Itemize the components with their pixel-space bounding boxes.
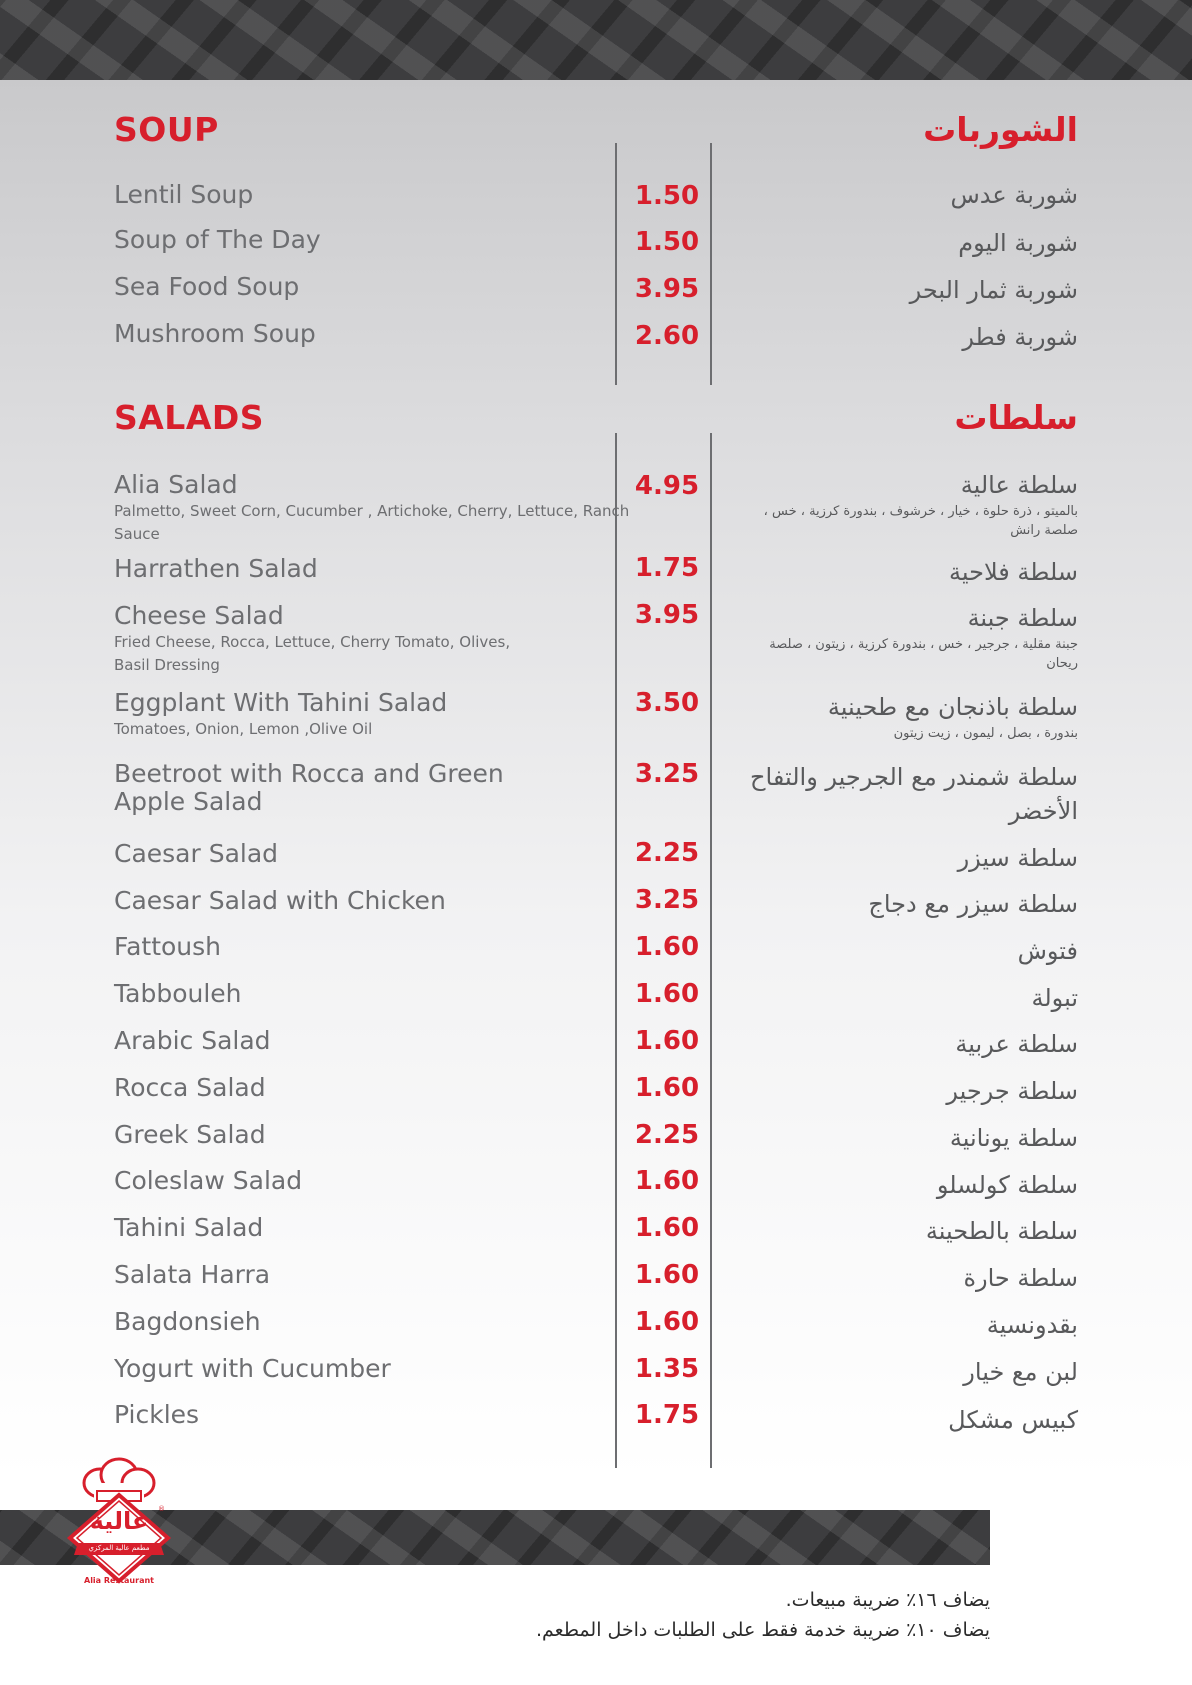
menu-item-ar bbox=[678, 841, 1078, 875]
menu-item-ar bbox=[678, 1074, 1078, 1108]
item-name-ar: لبن مع خيار bbox=[963, 1358, 1078, 1386]
menu-item-en bbox=[114, 602, 634, 677]
item-description-ar: بندورة ، بصل ، ليمون ، زيت زيتون bbox=[893, 726, 1078, 741]
salads-heading-en: SALADS bbox=[114, 398, 265, 437]
item-price: 1.60 bbox=[634, 979, 700, 1009]
menu-item-en bbox=[114, 320, 634, 348]
item-name-ar: سلطة باذنجان مع طحينية bbox=[827, 693, 1078, 721]
menu-item-en bbox=[114, 1401, 634, 1429]
item-price: 3.95 bbox=[634, 274, 700, 304]
service-tax-note: يضاف ١٠٪ ضريبة خدمة فقط على الطلبات داخل المطعم. bbox=[535, 1619, 990, 1641]
brand-logo bbox=[64, 1455, 174, 1605]
menu-item-en bbox=[114, 1261, 634, 1289]
item-price: 1.60 bbox=[634, 1307, 700, 1337]
item-name-ar: شوربة فطر bbox=[962, 323, 1078, 351]
item-name-ar: سلطة كولسلو bbox=[936, 1171, 1078, 1199]
item-description-ar: جبنة مقلية ، جرجير ، خس ، بندورة كرزية ، زيتون ، صلصة ريحان bbox=[769, 637, 1078, 671]
menu-item-ar bbox=[678, 1214, 1078, 1248]
item-name-en: Arabic Salad bbox=[114, 1026, 271, 1055]
item-name-ar: سلطة سيزر bbox=[957, 844, 1078, 872]
sales-tax-note: يضاف ١٦٪ ضريبة مبيعات. bbox=[785, 1589, 990, 1611]
item-name-ar: شوربة اليوم bbox=[958, 229, 1078, 257]
item-name-ar: سلطة شمندر مع الجرجير والتفاح الأخضر bbox=[750, 763, 1078, 825]
soup-heading-ar: الشوربات bbox=[923, 110, 1078, 149]
item-price: 1.35 bbox=[634, 1354, 700, 1384]
item-name-en: Beetroot with Rocca and Green Apple Salad bbox=[114, 759, 504, 816]
item-name-en: Salata Harra bbox=[114, 1260, 271, 1289]
item-name-ar: سلطة عالية bbox=[960, 471, 1078, 499]
menu-item-ar bbox=[678, 1355, 1078, 1389]
item-price: 1.60 bbox=[634, 1260, 700, 1290]
menu-item-en bbox=[114, 1074, 634, 1102]
item-price: 1.75 bbox=[634, 553, 700, 583]
item-price: 2.25 bbox=[634, 838, 700, 868]
menu-item-en bbox=[114, 471, 634, 546]
menu-item-en bbox=[114, 1121, 634, 1149]
item-price: 3.50 bbox=[634, 688, 700, 718]
tax-notes bbox=[290, 1585, 990, 1645]
item-name-ar: شوربة ثمار البحر bbox=[909, 276, 1078, 304]
item-name-ar: سلطة حارة bbox=[963, 1264, 1078, 1292]
item-name-ar: سلطة بالطحينة bbox=[925, 1217, 1078, 1245]
item-name-en: Mushroom Soup bbox=[114, 319, 316, 348]
item-price: 3.25 bbox=[634, 759, 700, 789]
item-name-ar: شوربة عدس bbox=[950, 181, 1078, 209]
item-name-ar: سلطة يونانية bbox=[949, 1124, 1078, 1152]
item-name-en: Lentil Soup bbox=[114, 180, 254, 209]
item-name-en: Yogurt with Cucumber bbox=[114, 1354, 391, 1383]
item-price: 2.60 bbox=[634, 321, 700, 351]
item-price: 2.25 bbox=[634, 1120, 700, 1150]
soup-heading-en: SOUP bbox=[114, 110, 219, 149]
item-name-ar: سلطة سيزر مع دجاج bbox=[868, 890, 1078, 918]
item-name-en: Tabbouleh bbox=[114, 979, 242, 1008]
item-price: 1.60 bbox=[634, 1213, 700, 1243]
menu-item-ar bbox=[678, 320, 1078, 354]
item-name-ar: بقدونسية bbox=[986, 1311, 1078, 1339]
item-name-en: Caesar Salad bbox=[114, 839, 279, 868]
menu-item-en bbox=[114, 689, 634, 741]
item-name-en: Fattoush bbox=[114, 932, 222, 961]
item-name-ar: كبيس مشكل bbox=[948, 1406, 1078, 1434]
menu-item-en bbox=[114, 840, 634, 868]
item-name-en: Coleslaw Salad bbox=[114, 1166, 303, 1195]
item-name-ar: تبولة bbox=[1031, 984, 1078, 1012]
menu-item-en bbox=[114, 1027, 634, 1055]
item-name-en: Cheese Salad bbox=[114, 601, 284, 630]
item-price: 1.60 bbox=[634, 932, 700, 962]
item-name-ar: سلطة جرجير bbox=[946, 1077, 1078, 1105]
item-name-en: Pickles bbox=[114, 1400, 200, 1429]
menu-item-en bbox=[114, 1355, 634, 1383]
menu-item-ar bbox=[678, 887, 1078, 921]
item-name-en: Greek Salad bbox=[114, 1120, 266, 1149]
menu-item-ar bbox=[678, 555, 1078, 589]
logo-name-ar: عالية bbox=[89, 1507, 149, 1535]
item-name-ar: سلطة جبنة bbox=[967, 604, 1078, 632]
item-name-en: Harrathen Salad bbox=[114, 554, 318, 583]
item-name-ar: فتوش bbox=[1017, 937, 1078, 965]
item-price: 4.95 bbox=[634, 471, 700, 501]
menu-item-ar bbox=[678, 1308, 1078, 1342]
item-price: 1.75 bbox=[634, 1400, 700, 1430]
menu-item-en bbox=[114, 1308, 634, 1336]
menu-item-en bbox=[114, 226, 634, 254]
logo-name-en: Alia Restaurant bbox=[84, 1576, 154, 1585]
menu-item-en bbox=[114, 980, 634, 1008]
menu-item-en bbox=[114, 181, 634, 209]
item-name-en: Caesar Salad with Chicken bbox=[114, 886, 446, 915]
menu-item-en bbox=[114, 273, 634, 301]
item-description-en: Fried Cheese, Rocca, Lettuce, Cherry Tomato, Olives, Basil Dressing bbox=[114, 633, 511, 674]
item-description-en: Tomatoes, Onion, Lemon ,Olive Oil bbox=[114, 720, 373, 738]
menu-item-ar bbox=[678, 273, 1078, 307]
registered-mark: ® bbox=[158, 1505, 165, 1513]
salads-heading-ar: سلطات bbox=[954, 398, 1078, 437]
menu-item-ar bbox=[678, 226, 1078, 260]
item-price: 1.50 bbox=[634, 227, 700, 257]
menu-item-ar bbox=[678, 1168, 1078, 1202]
menu-item-ar bbox=[678, 1261, 1078, 1295]
menu-item-ar bbox=[678, 1121, 1078, 1155]
menu-item-en bbox=[114, 933, 634, 961]
item-name-en: Alia Salad bbox=[114, 470, 238, 499]
menu-item-ar bbox=[678, 934, 1078, 968]
menu-item-en bbox=[114, 555, 634, 583]
menu-item-ar bbox=[748, 760, 1078, 828]
menu-item-ar bbox=[753, 601, 1078, 673]
item-price: 1.60 bbox=[634, 1026, 700, 1056]
item-description-en: Palmetto, Sweet Corn, Cucumber , Artichoke, Cherry, Lettuce, Ranch Sauce bbox=[114, 502, 630, 543]
menu-item-ar bbox=[678, 690, 1078, 743]
logo-subtitle-ar: مطعم عالية المركزي bbox=[88, 1544, 150, 1552]
item-price: 1.60 bbox=[634, 1166, 700, 1196]
menu-item-ar bbox=[678, 178, 1078, 212]
item-price: 3.95 bbox=[634, 600, 700, 630]
item-price: 1.50 bbox=[634, 181, 700, 211]
menu-item-ar bbox=[678, 981, 1078, 1015]
menu-item-en bbox=[114, 1167, 634, 1195]
item-name-en: Sea Food Soup bbox=[114, 272, 300, 301]
item-name-ar: سلطة فلاحية bbox=[949, 558, 1078, 586]
menu-item-ar bbox=[678, 1027, 1078, 1061]
item-name-en: Bagdonsieh bbox=[114, 1307, 261, 1336]
item-name-en: Rocca Salad bbox=[114, 1073, 266, 1102]
top-decorative-band bbox=[0, 0, 1192, 80]
menu-item-en bbox=[114, 760, 514, 816]
item-price: 3.25 bbox=[634, 885, 700, 915]
menu-item-ar bbox=[748, 468, 1078, 540]
item-description-ar: بالميتو ، ذرة حلوة ، خيار ، خرشوف ، بندورة كرزية ، خس ، صلصة رانش bbox=[763, 504, 1078, 538]
soup-divider-left bbox=[615, 143, 617, 385]
menu-item-en bbox=[114, 887, 634, 915]
menu-item-ar bbox=[678, 1403, 1078, 1437]
menu-item-en bbox=[114, 1214, 634, 1242]
item-name-ar: سلطة عربية bbox=[955, 1030, 1078, 1058]
item-name-en: Eggplant With Tahini Salad bbox=[114, 688, 448, 717]
item-name-en: Tahini Salad bbox=[114, 1213, 264, 1242]
item-price: 1.60 bbox=[634, 1073, 700, 1103]
item-name-en: Soup of The Day bbox=[114, 225, 321, 254]
